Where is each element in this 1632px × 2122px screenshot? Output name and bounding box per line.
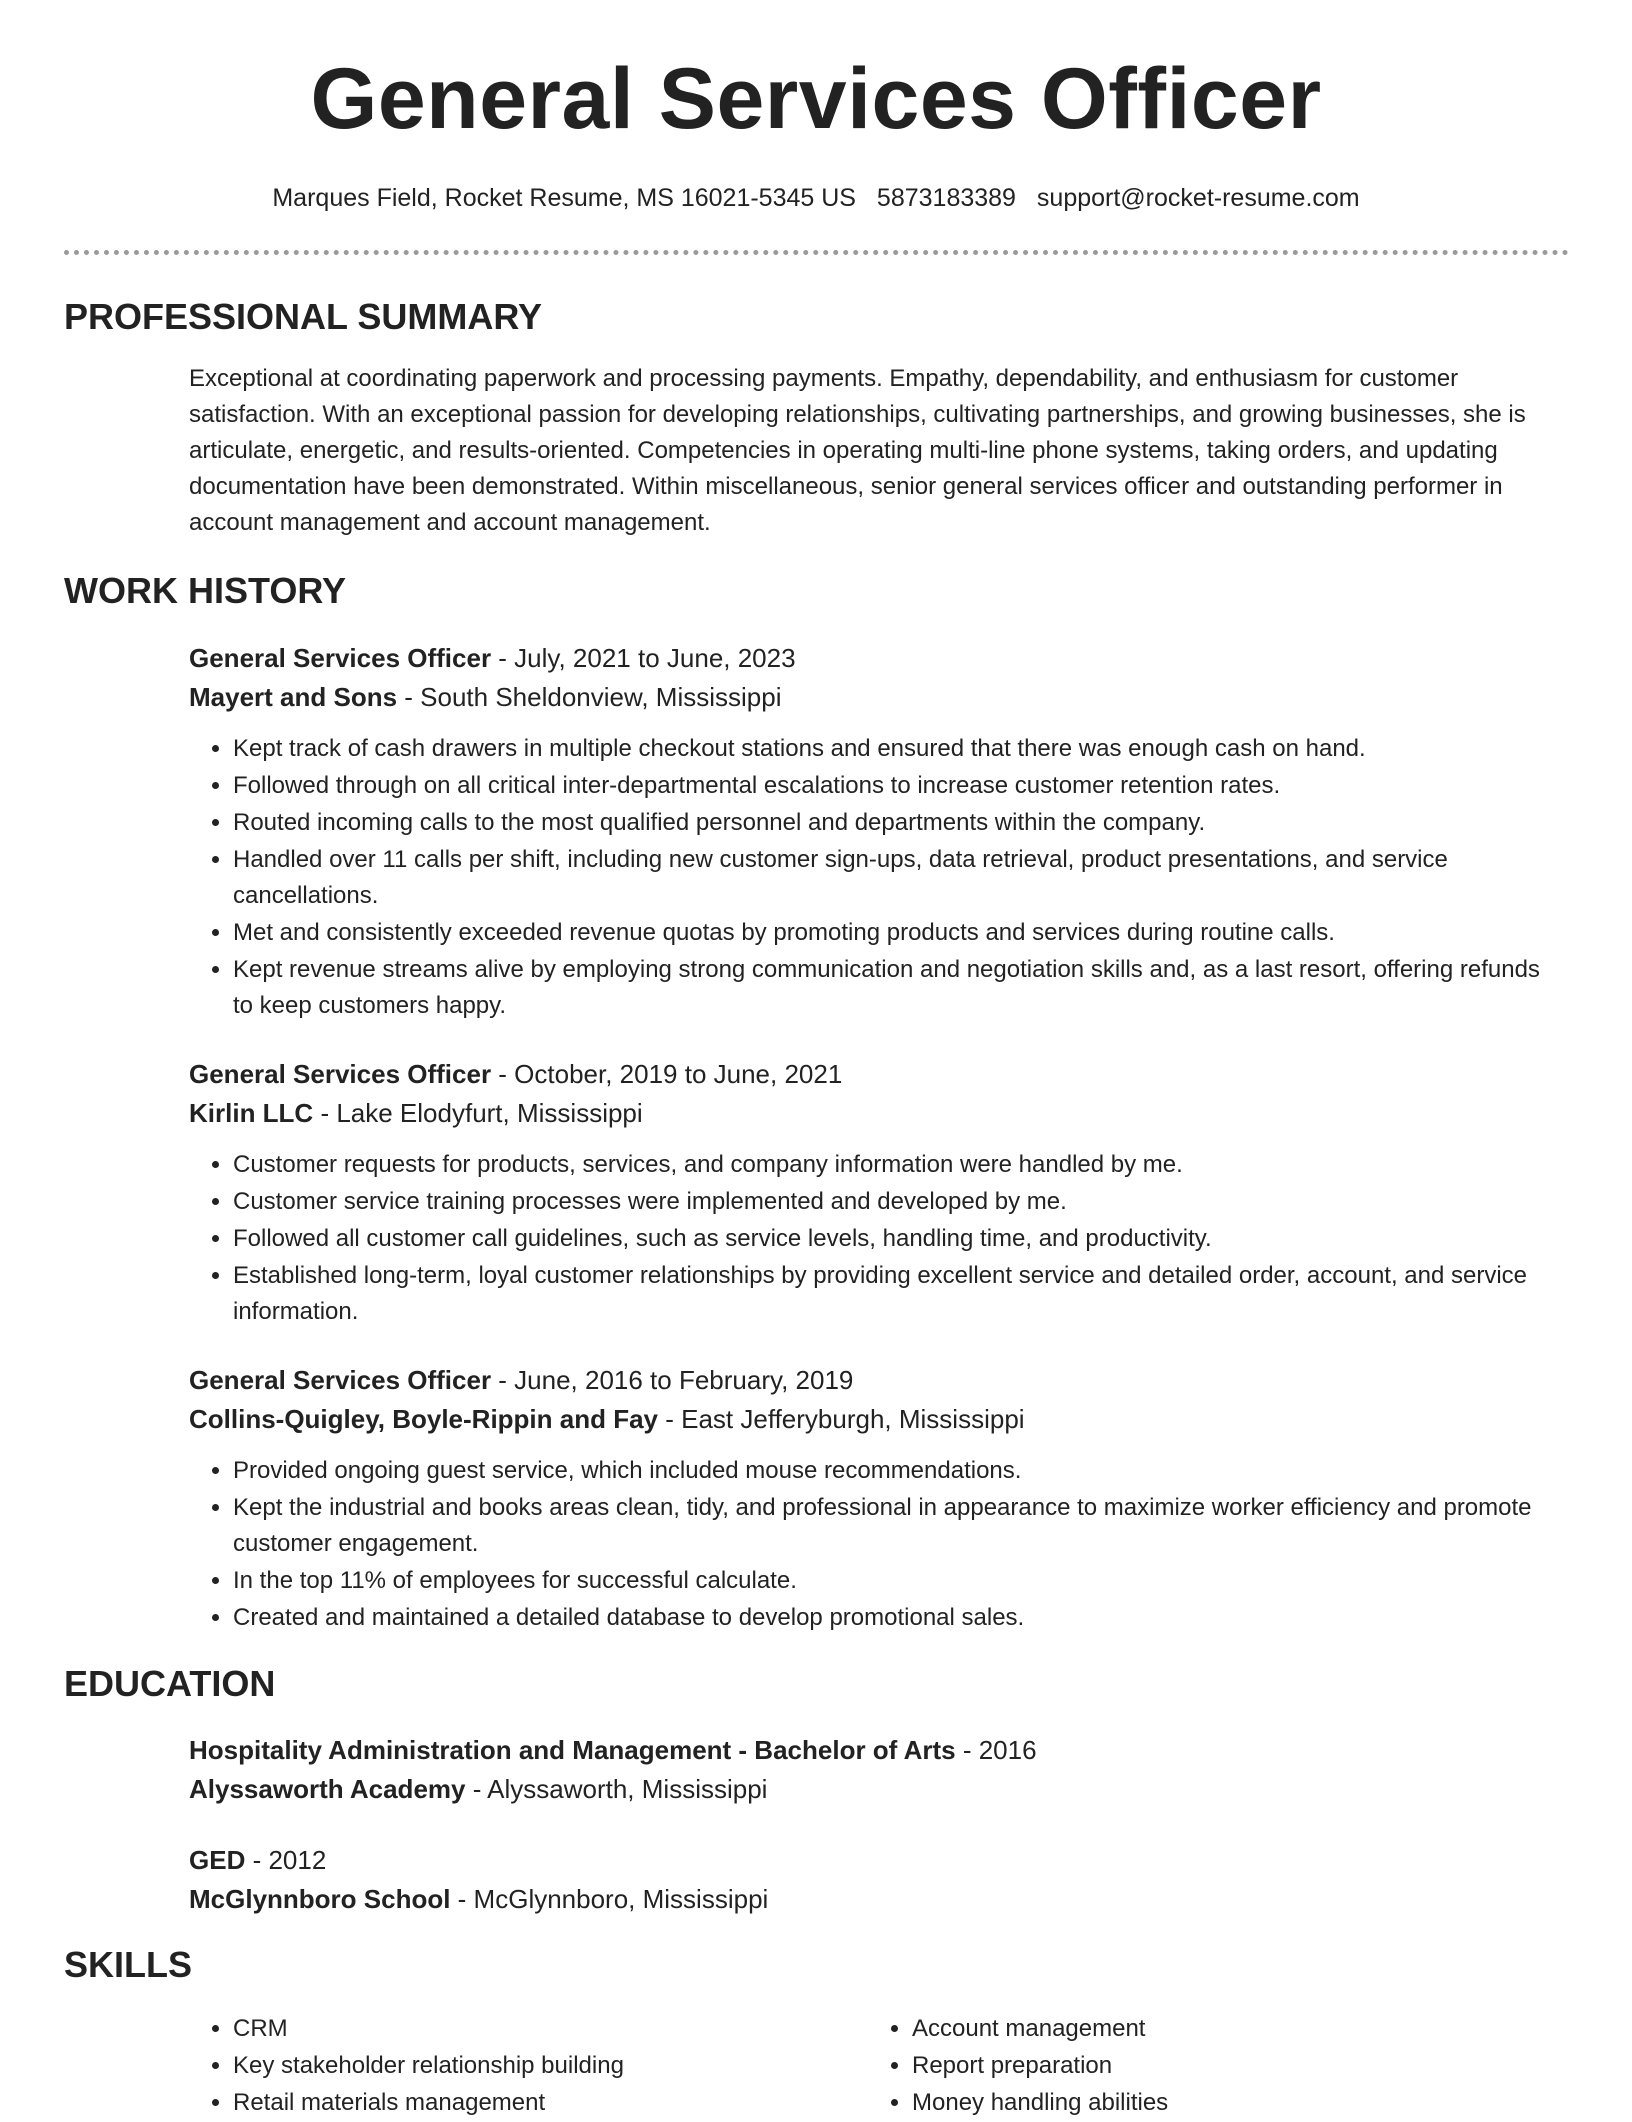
job-location: - Lake Elodyfurt, Mississippi — [313, 1098, 643, 1128]
education-year: - 2012 — [245, 1845, 327, 1875]
job-bullet: • Routed incoming calls to the most qualified personnel and departments within the company. — [233, 805, 1559, 841]
contact-email: support@rocket-resume.com — [1036, 184, 1360, 212]
contact-line — [0, 182, 1632, 215]
job-bullet: • Followed through on all critical inter-departmental escalations to increase customer retention rates. — [233, 768, 1559, 804]
job-bullet: • Kept revenue streams alive by employing strong communication and negotiation skills and, as a last resort, offering refunds to keep customers happy. — [233, 952, 1559, 1024]
job-company-line — [189, 1094, 1559, 1133]
job-company: Mayert and Sons — [189, 682, 398, 712]
skill-item: • Report preparation — [912, 2048, 1488, 2084]
job-title-line — [189, 1361, 1559, 1400]
education-entry — [189, 1841, 1559, 1919]
skills-column-left — [189, 2011, 809, 2122]
skills-list — [189, 2011, 809, 2121]
job-entry — [189, 639, 1559, 1025]
contact-address: Marques Field, Rocket Resume, MS 16021-5345 US — [272, 184, 856, 212]
education-heading: EDUCATION — [64, 1663, 276, 1704]
job-dates: - June, 2016 to February, 2019 — [491, 1365, 854, 1395]
job-company: Kirlin LLC — [189, 1098, 314, 1128]
job-title-line — [189, 1055, 1559, 1094]
job-dates: - July, 2021 to June, 2023 — [491, 643, 796, 673]
skill-item: • Key stakeholder relationship building — [233, 2048, 809, 2084]
job-entry — [189, 1361, 1559, 1637]
education-school: McGlynnboro School — [189, 1884, 451, 1914]
skill-item: • CRM — [233, 2011, 809, 2047]
job-bullets — [189, 1453, 1559, 1636]
job-company-line — [189, 1400, 1559, 1439]
job-bullet: • Met and consistently exceeded revenue quotas by promoting products and services during routine calls. — [233, 915, 1559, 951]
education-school-line — [189, 1770, 1559, 1809]
skills-heading: SKILLS — [64, 1944, 193, 1985]
education-degree-line — [189, 1731, 1559, 1770]
education-entry — [189, 1731, 1559, 1809]
job-bullets — [189, 1147, 1559, 1330]
job-bullets — [189, 731, 1559, 1024]
job-title: General Services Officer — [189, 1365, 492, 1395]
job-title: General Services Officer — [189, 643, 492, 673]
education-degree: Hospitality Administration and Management - Bachelor of Arts — [189, 1735, 956, 1765]
education-degree: GED — [189, 1845, 246, 1875]
summary-section — [189, 361, 1559, 541]
skill-item: • Money handling abilities — [912, 2085, 1488, 2121]
education-year: - 2016 — [955, 1735, 1037, 1765]
skills-list — [868, 2011, 1488, 2121]
skill-item: • Retail materials management — [233, 2085, 809, 2121]
job-bullet: • Handled over 11 calls per shift, including new customer sign-ups, data retrieval, product presentations, and service cancellations. — [233, 842, 1559, 914]
job-location: - South Sheldonview, Mississippi — [397, 682, 782, 712]
job-location: - East Jefferyburgh, Mississippi — [658, 1404, 1025, 1434]
job-bullet: • Created and maintained a detailed database to develop promotional sales. — [233, 1600, 1559, 1636]
skill-item: • Account management — [912, 2011, 1488, 2047]
job-bullet: • Customer service training processes were implemented and developed by me. — [233, 1184, 1559, 1220]
education-location: - McGlynnboro, Mississippi — [450, 1884, 769, 1914]
education-school-line — [189, 1880, 1559, 1919]
job-bullet: • In the top 11% of employees for successful calculate. — [233, 1563, 1559, 1599]
summary-heading: PROFESSIONAL SUMMARY — [64, 296, 543, 337]
job-bullet: • Followed all customer call guidelines, such as service levels, handling time, and productivity. — [233, 1221, 1559, 1257]
summary-text: Exceptional at coordinating paperwork and processing payments. Empathy, dependability, and enthusiasm for customer satisfaction. With an exceptional passion for developing relationships, cultivating partnerships, and growing businesses, she is articulate, energetic, and results-oriented. Competencies in operating multi-line phone systems, taking orders, and updating documentation have been demonstrated. Within miscellaneous, senior general services officer and outstanding performer in account management and account management. — [189, 365, 1526, 536]
job-company-line — [189, 678, 1559, 717]
education-degree-line — [189, 1841, 1559, 1880]
education-location: - Alyssaworth, Mississippi — [465, 1774, 768, 1804]
job-bullet: • Established long-term, loyal customer relationships by providing excellent service and detailed order, account, and service information. — [233, 1258, 1559, 1330]
job-bullet: • Kept track of cash drawers in multiple checkout stations and ensured that there was enough cash on hand. — [233, 731, 1559, 767]
contact-phone: 5873183389 — [876, 184, 1016, 212]
education-school: Alyssaworth Academy — [189, 1774, 466, 1804]
header-divider — [64, 250, 1569, 255]
job-bullet: • Kept the industrial and books areas clean, tidy, and professional in appearance to maximize worker efficiency and promote customer engagement. — [233, 1490, 1559, 1562]
job-bullet: • Customer requests for products, services, and company information were handled by me. — [233, 1147, 1559, 1183]
job-entry — [189, 1055, 1559, 1331]
work-history-heading: WORK HISTORY — [64, 570, 347, 611]
resume-name: General Services Officer — [310, 51, 1322, 147]
job-title-line — [189, 639, 1559, 678]
skills-column-right — [868, 2011, 1488, 2122]
job-company: Collins-Quigley, Boyle-Rippin and Fay — [189, 1404, 659, 1434]
job-title: General Services Officer — [189, 1059, 492, 1089]
job-bullet: • Provided ongoing guest service, which included mouse recommendations. — [233, 1453, 1559, 1489]
job-dates: - October, 2019 to June, 2021 — [491, 1059, 843, 1089]
